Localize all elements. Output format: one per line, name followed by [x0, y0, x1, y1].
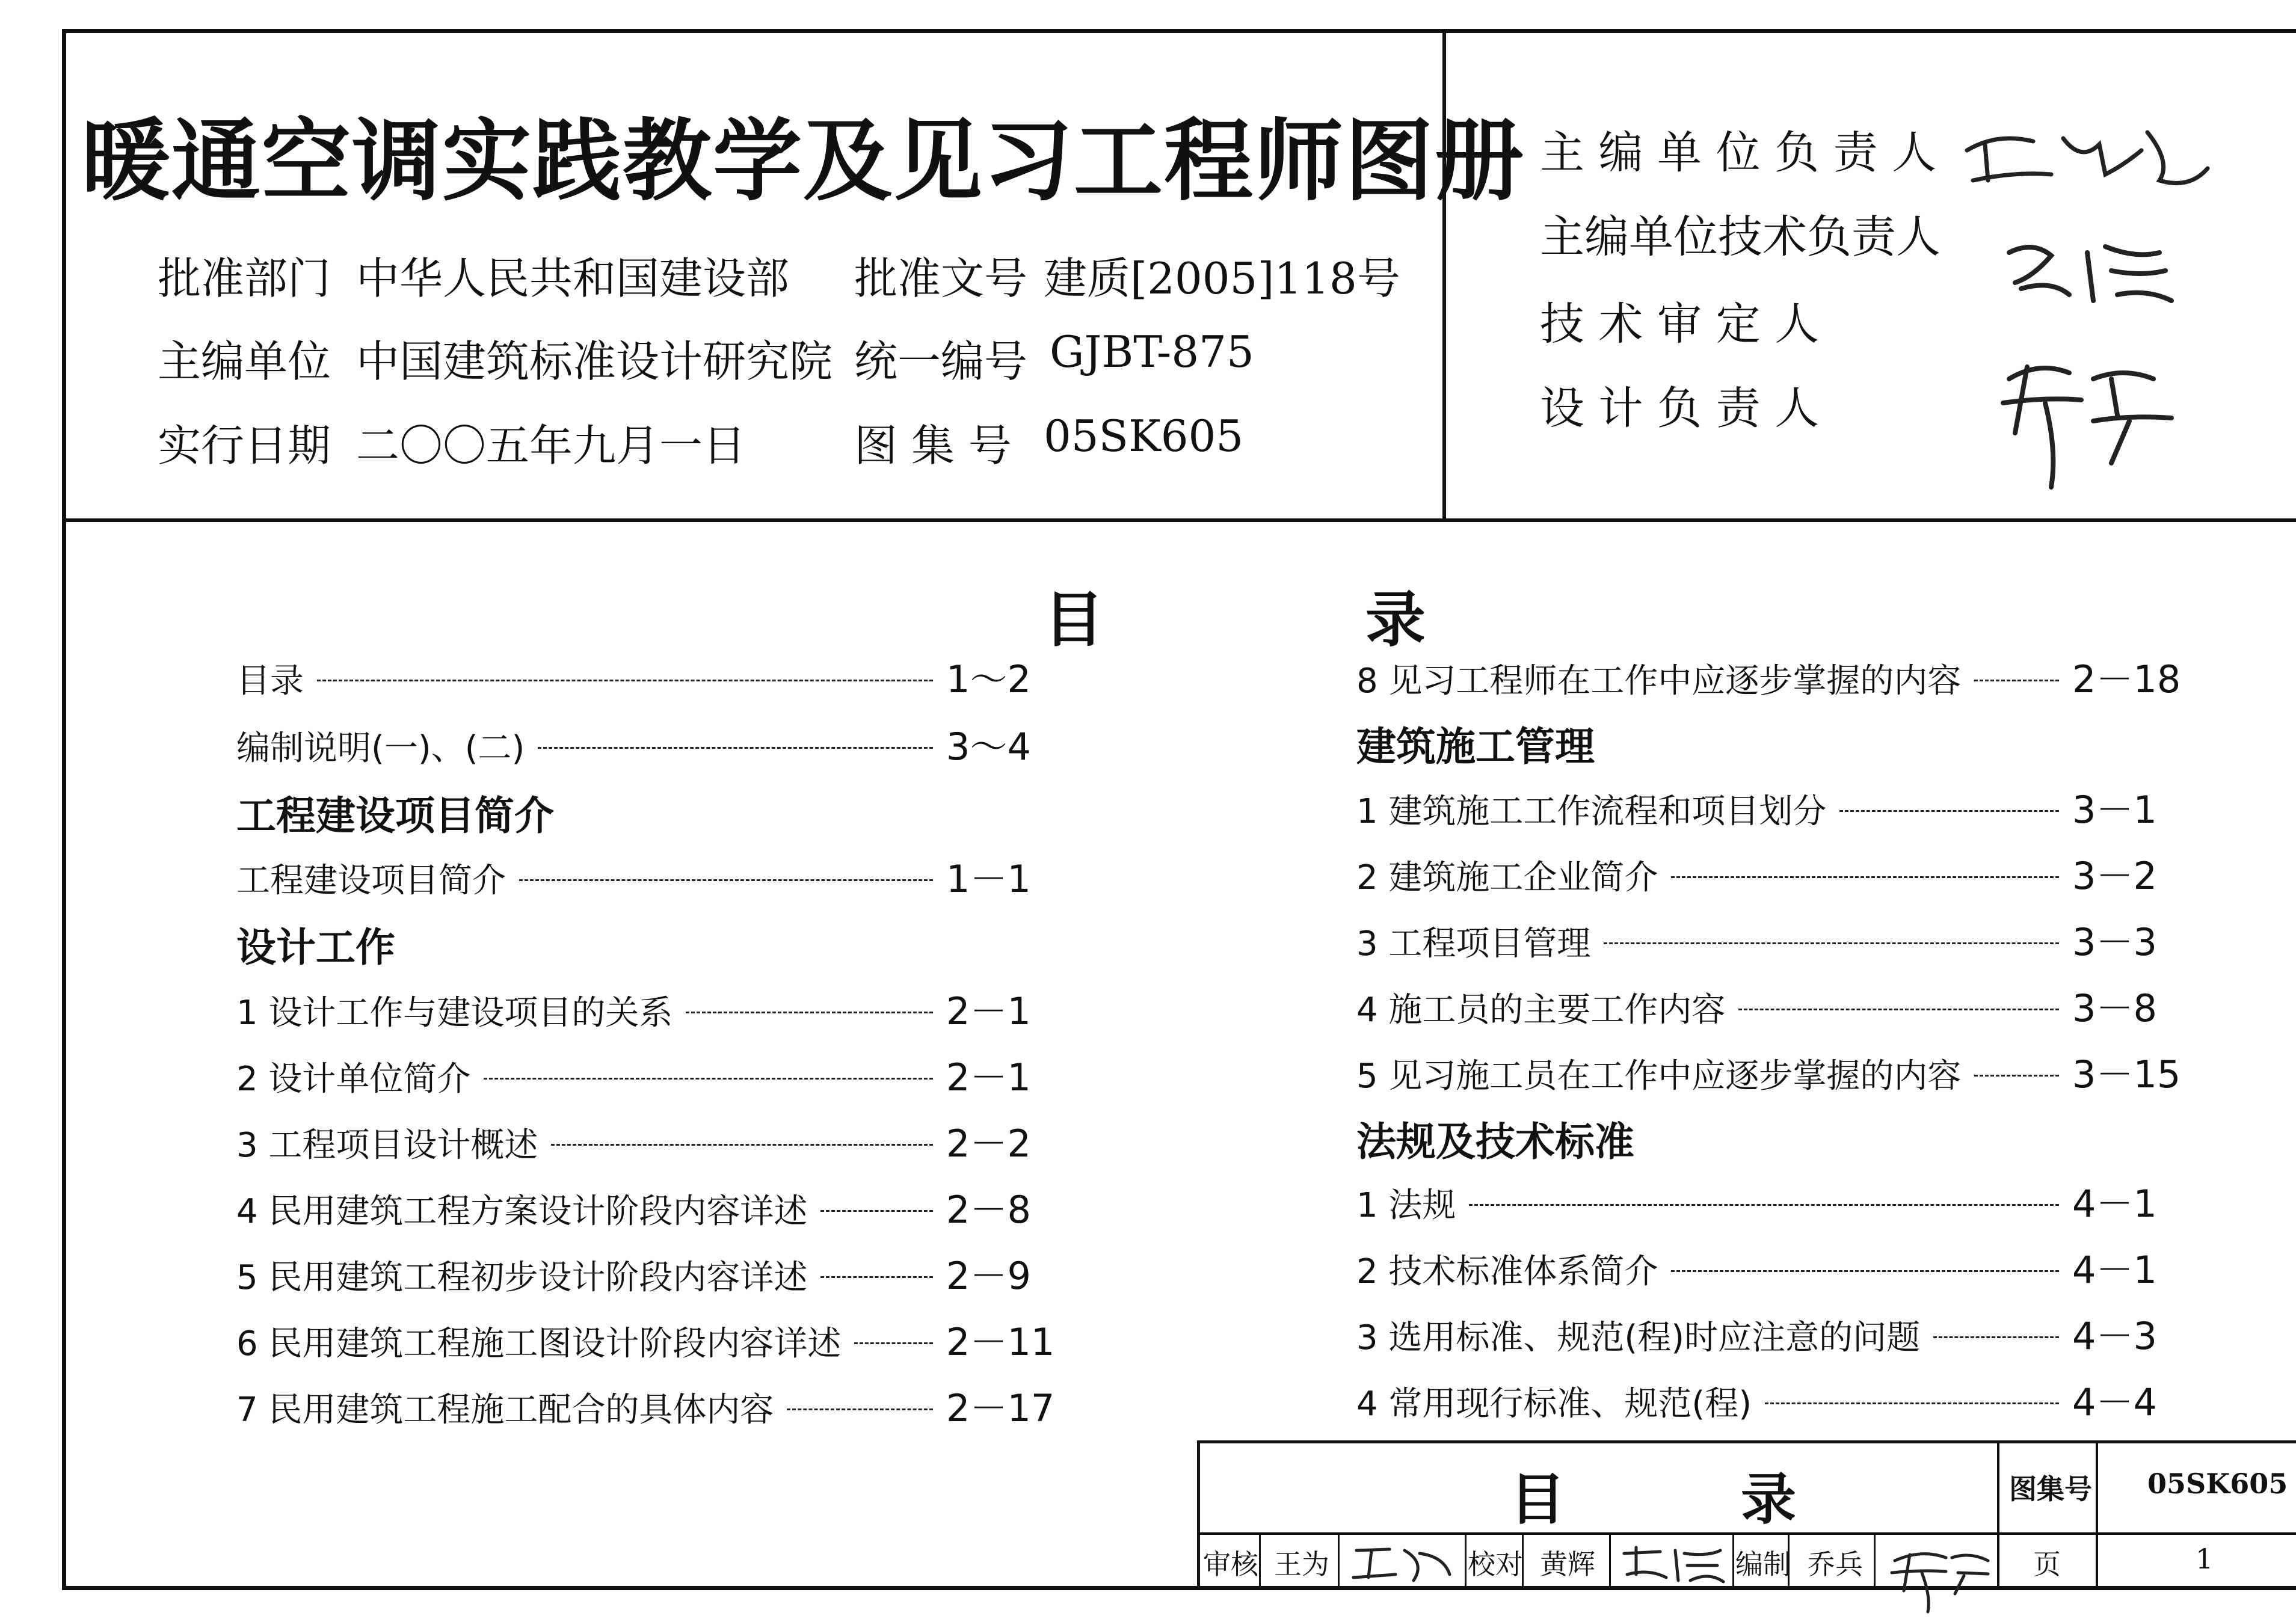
toc-entry[interactable]	[236, 650, 1066, 704]
unified-no-value: GJBT-875	[1050, 327, 1254, 377]
toc-entry[interactable]	[1356, 780, 2193, 834]
leader-dots	[820, 1276, 933, 1278]
toc-entry[interactable]	[1356, 1174, 2193, 1228]
toc-entry-page: 3～4	[946, 725, 1031, 769]
atlas-title: 暖通空调实践教学及见习工程师图册	[81, 109, 1525, 213]
toc-entry[interactable]	[236, 1246, 1066, 1300]
title-block-cell-divider	[1338, 1535, 1340, 1590]
unified-no-label: 统一编号	[854, 336, 1028, 387]
toc-entry[interactable]	[236, 981, 1066, 1036]
toc-entry[interactable]	[1356, 912, 2193, 966]
toc-entry-page: 4－4	[2072, 1380, 2157, 1424]
header-divider	[62, 518, 2296, 522]
toc-section-heading: 建筑施工管理	[1356, 723, 1595, 770]
toc-entry[interactable]	[1356, 1045, 2193, 1099]
toc-entry[interactable]	[1356, 1240, 2193, 1294]
toc-entry-page: 2－1	[946, 989, 1031, 1033]
toc-entry[interactable]	[236, 1048, 1066, 1102]
toc-entry-page: 1－1	[946, 857, 1031, 901]
toc-entry[interactable]	[236, 717, 1066, 771]
title-block-col-divider	[1997, 1440, 1999, 1590]
title-block-atlas-no-label: 图集号	[2009, 1473, 2092, 1505]
toc-section-heading: 工程建设项目简介	[236, 793, 554, 839]
toc-entry-page: 2－18	[2072, 657, 2181, 701]
toc-entry-label: 3 工程项目设计概述	[236, 1126, 538, 1165]
review-name: 王为	[1274, 1548, 1329, 1581]
leader-dots	[787, 1408, 933, 1410]
toc-entry-label: 5 民用建筑工程初步设计阶段内容详述	[236, 1258, 808, 1297]
toc-entry-page: 2－2	[946, 1122, 1031, 1166]
resp-design-head: 设 计 负 责 人	[1540, 382, 1820, 434]
toc-entry-label: 2 建筑施工企业简介	[1356, 858, 1658, 897]
signature-design-head	[1991, 343, 2190, 505]
compile-name: 乔兵	[1808, 1548, 1863, 1581]
toc-entry-page: 3－3	[2072, 920, 2157, 964]
toc-entry-page: 4－1	[2072, 1182, 2157, 1226]
effective-date-value: 二〇〇五年九月一日	[356, 420, 746, 471]
resp-tech-approver: 技 术 审 定 人	[1540, 298, 1820, 350]
atlas-no-label: 图 集 号	[854, 420, 1012, 471]
toc-entry-label: 4 施工员的主要工作内容	[1356, 991, 1726, 1030]
toc-entry[interactable]	[236, 1312, 1066, 1366]
check-name: 黄辉	[1540, 1548, 1595, 1581]
toc-section-heading: 设计工作	[236, 924, 395, 971]
leader-dots	[1671, 1270, 2059, 1272]
approval-dept-label: 批准部门	[158, 253, 331, 304]
toc-entry[interactable]	[236, 1378, 1066, 1433]
approval-dept-value: 中华人民共和国建设部	[356, 253, 790, 304]
toc-entry-label: 1 建筑施工工作流程和项目划分	[1356, 792, 1827, 831]
toc-entry[interactable]	[236, 1114, 1066, 1168]
toc-entry-label: 1 法规	[1356, 1186, 1456, 1225]
toc-entry-page: 2－8	[946, 1188, 1031, 1232]
compile-signature	[1886, 1537, 1994, 1615]
leader-dots	[1469, 1204, 2059, 1206]
leader-dots	[1974, 680, 2059, 681]
review-label: 审核	[1203, 1548, 1258, 1581]
leader-dots	[1604, 942, 2059, 944]
toc-entry-label: 8 见习工程师在工作中应逐步掌握的内容	[1356, 662, 1962, 701]
title-block-cell-divider	[1465, 1535, 1467, 1590]
sheet-title: 目 录	[1510, 1467, 1875, 1532]
toc-entry-label: 目录	[236, 662, 304, 701]
toc-entry-label: 4 常用现行标准、规范(程)	[1356, 1384, 1752, 1424]
title-block-cell-divider	[1874, 1535, 1876, 1590]
toc-entry-page: 3－15	[2072, 1052, 2181, 1096]
toc-entry-label: 3 工程项目管理	[1356, 924, 1591, 963]
toc-entry-page: 2－17	[946, 1386, 1055, 1430]
approval-no-value: 建质[2005]118号	[1044, 253, 1400, 304]
toc-entry-page: 4－1	[2072, 1248, 2157, 1292]
toc-entry[interactable]	[1356, 650, 2193, 704]
toc-entry-label: 4 民用建筑工程方案设计阶段内容详述	[236, 1192, 808, 1231]
leader-dots	[519, 879, 933, 881]
toc-entry-label: 编制说明(一)、(二)	[236, 729, 525, 768]
leader-dots	[538, 747, 933, 749]
title-block-left-border	[1197, 1440, 1200, 1590]
toc-entry-page: 2－1	[946, 1055, 1031, 1099]
editor-unit-value: 中国建筑标准设计研究院	[356, 336, 833, 387]
signature-chief-unit-head	[1961, 108, 2220, 204]
title-block-cell-divider	[1259, 1535, 1261, 1590]
toc-section-heading: 法规及技术标准	[1356, 1119, 1634, 1165]
toc-entry-label: 工程建设项目简介	[236, 861, 506, 900]
signature-chief-tech-head	[1997, 229, 2190, 319]
review-signature	[1347, 1538, 1456, 1587]
toc-entry-label: 5 见习施工员在工作中应逐步掌握的内容	[1356, 1057, 1962, 1096]
toc-entry-label: 2 技术标准体系简介	[1356, 1252, 1658, 1291]
toc-entry[interactable]	[236, 849, 1066, 903]
toc-entry[interactable]	[1356, 1372, 2193, 1427]
leader-dots	[484, 1078, 933, 1080]
effective-date-label: 实行日期	[158, 420, 331, 471]
leader-dots	[1738, 1009, 2059, 1010]
approval-no-label: 批准文号	[854, 253, 1028, 304]
check-label: 校对	[1468, 1548, 1523, 1581]
toc-entry-label: 6 民用建筑工程施工图设计阶段内容详述	[236, 1324, 842, 1363]
leader-dots	[1671, 876, 2059, 878]
editor-unit-label: 主编单位	[158, 336, 331, 387]
toc-entry[interactable]	[1356, 846, 2193, 900]
page-value: 1	[2196, 1543, 2214, 1575]
toc-entry-label: 1 设计工作与建设项目的关系	[236, 994, 673, 1033]
page-label: 页	[2033, 1548, 2061, 1581]
leader-dots	[820, 1210, 933, 1212]
toc-entry[interactable]	[236, 1180, 1066, 1234]
toc-entry-label: 3 选用标准、规范(程)时应注意的问题	[1356, 1318, 1921, 1357]
title-block-col-divider	[2096, 1440, 2098, 1590]
toc-entry-page: 1～2	[946, 657, 1031, 701]
title-block-atlas-no-value: 05SK605	[2147, 1467, 2288, 1500]
leader-dots	[551, 1144, 933, 1146]
toc-entry-label: 2 设计单位简介	[236, 1060, 471, 1099]
check-signature	[1618, 1538, 1726, 1587]
leader-dots	[1765, 1402, 2059, 1404]
leader-dots	[317, 680, 933, 681]
atlas-no-value: 05SK605	[1044, 411, 1244, 461]
title-block-cell-divider	[1732, 1535, 1734, 1590]
toc-entry-page: 3－1	[2072, 788, 2157, 832]
toc-entry[interactable]	[1356, 978, 2193, 1033]
toc-entry[interactable]	[1356, 1306, 2193, 1360]
resp-chief-tech-head: 主编单位技术负责人	[1540, 211, 1941, 263]
leader-dots	[686, 1012, 933, 1013]
leader-dots	[1839, 810, 2059, 812]
leader-dots	[1933, 1336, 2059, 1338]
compile-label: 编制	[1735, 1548, 1791, 1581]
toc-entry-page: 2－11	[946, 1320, 1055, 1364]
resp-chief-unit-head: 主 编 单 位 负 责 人	[1540, 127, 1937, 179]
title-block-top-border	[1197, 1440, 2296, 1443]
title-block-cell-divider	[1609, 1535, 1611, 1590]
leader-dots	[854, 1342, 933, 1344]
toc-entry-page: 3－8	[2072, 986, 2157, 1030]
toc-entry-page: 3－2	[2072, 854, 2157, 898]
toc-heading: 目 录	[1044, 585, 1546, 655]
toc-entry-page: 4－3	[2072, 1314, 2157, 1358]
leader-dots	[1974, 1075, 2059, 1077]
toc-entry-page: 2－9	[946, 1254, 1031, 1298]
toc-entry-label: 7 民用建筑工程施工配合的具体内容	[236, 1390, 774, 1430]
